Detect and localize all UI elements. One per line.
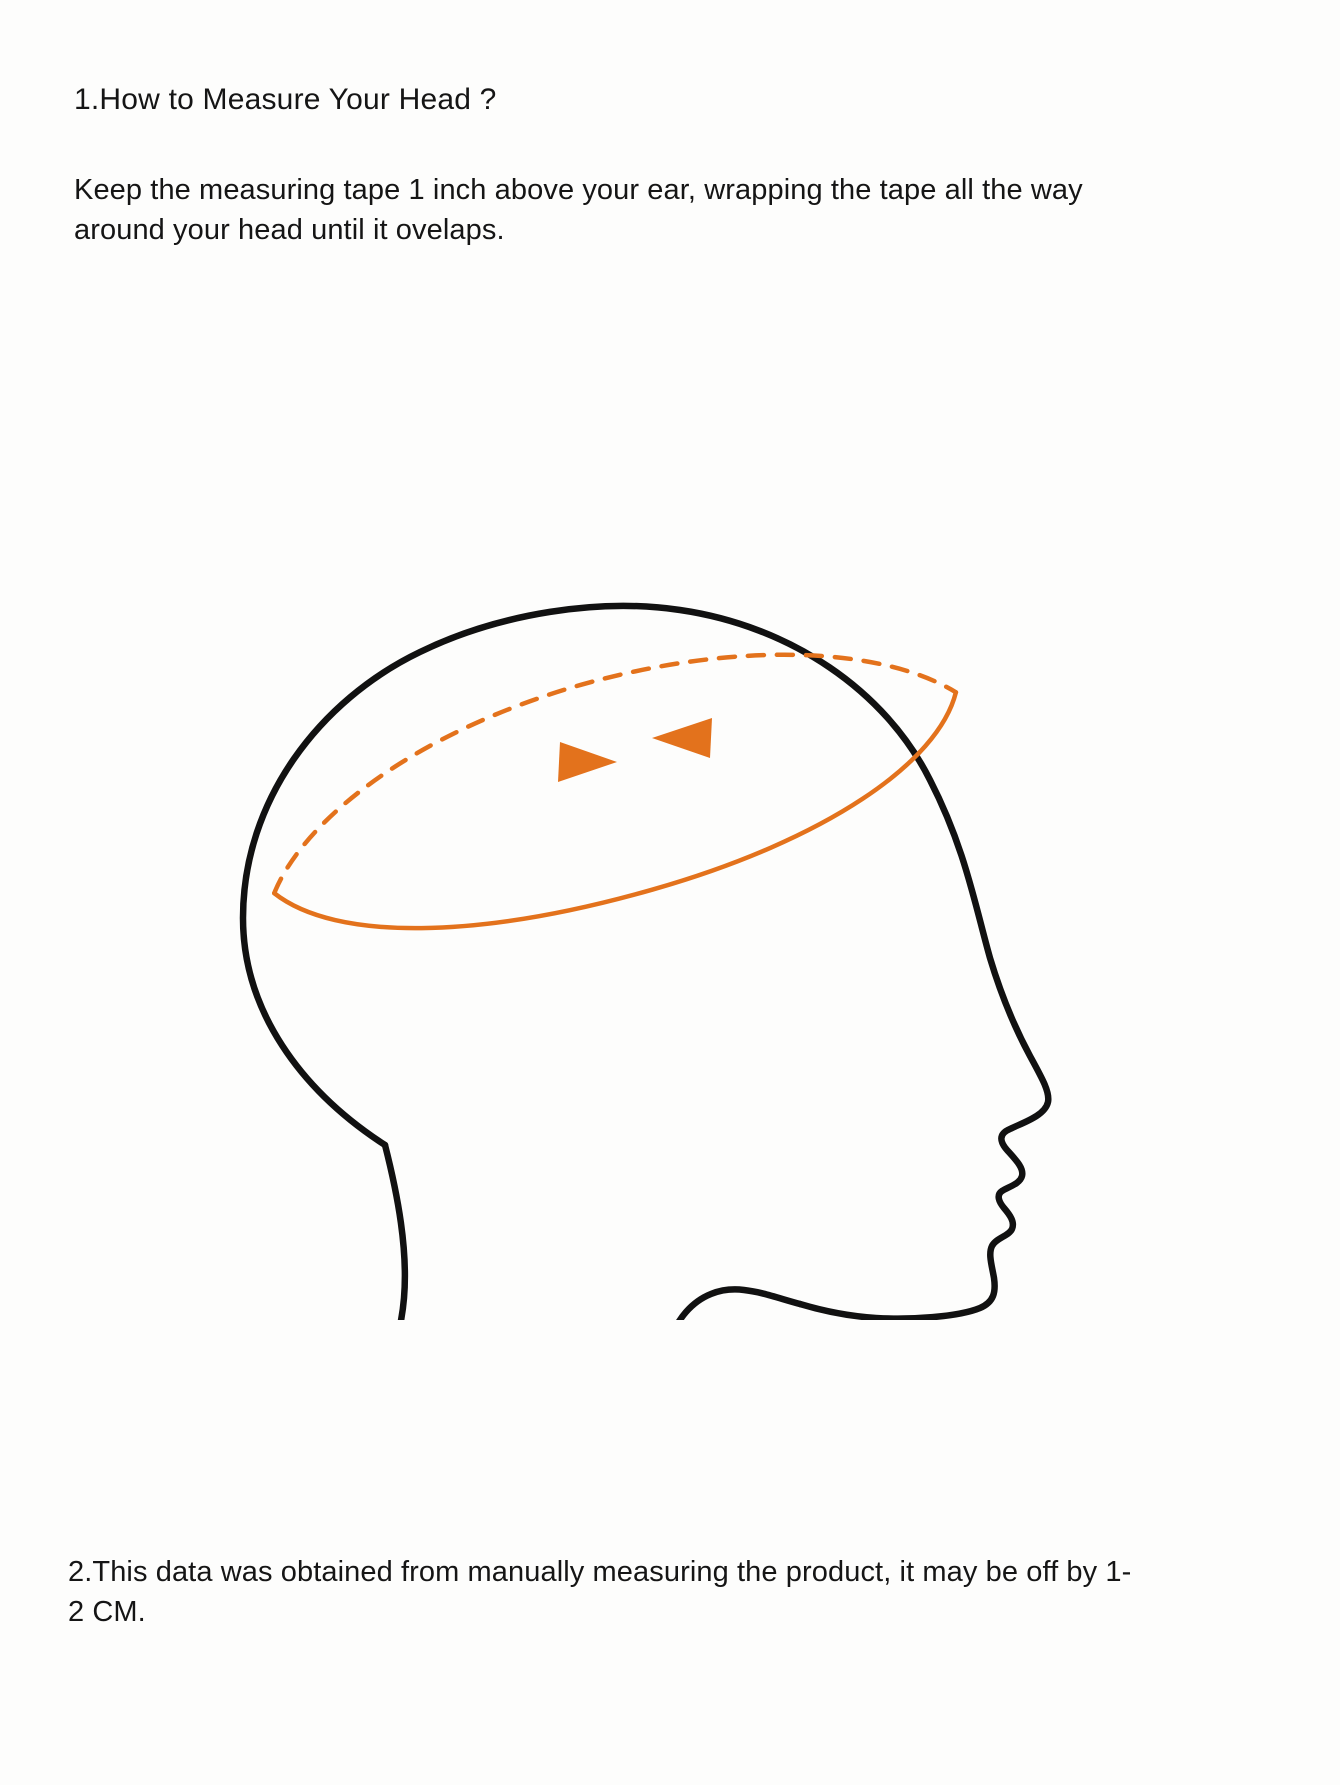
tape-arrow-right-icon	[558, 742, 617, 782]
footer-block	[68, 1552, 1268, 1632]
tape-arrow-left-icon	[652, 718, 712, 758]
head-outline-icon	[243, 606, 1048, 1320]
footer-note: 2.This data was obtained from manually measuring the product, it may be off by 1-2 CM.	[68, 1556, 1132, 1629]
head-measurement-diagram	[0, 330, 1340, 1320]
page-title: 1.How to Measure Your Head ?	[74, 83, 497, 116]
instructions-body: Keep the measuring tape 1 inch above your ear, wrapping the tape all the way around your head until it ovelaps.	[74, 174, 1083, 247]
instructions-block	[74, 82, 1274, 250]
measuring-tape-front-icon	[267, 692, 985, 979]
head-diagram-svg	[0, 330, 1340, 1320]
measuring-tape-back-icon	[243, 597, 963, 893]
